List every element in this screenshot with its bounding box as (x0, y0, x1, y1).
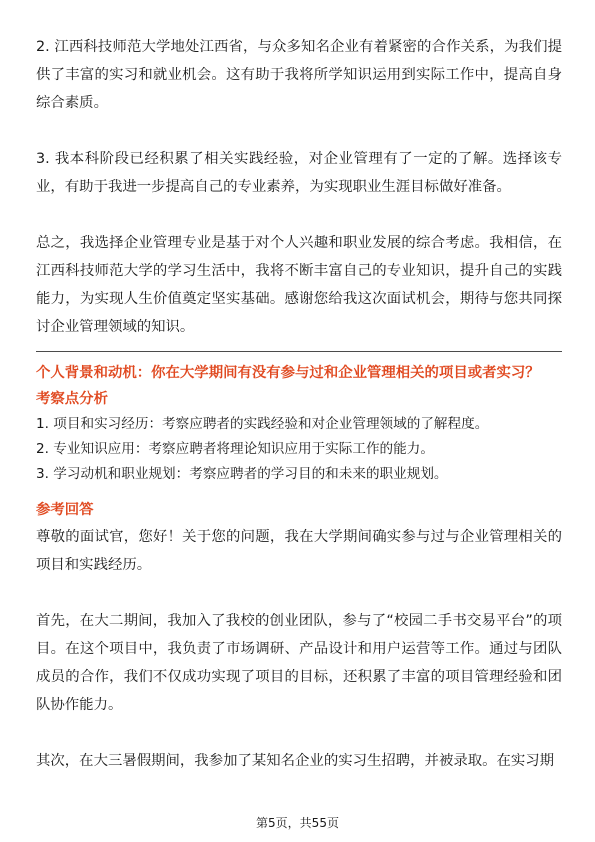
analysis-item: 3. 学习动机和职业规划：考察应聘者的学习目的和未来的职业规划。 (36, 466, 448, 482)
spacer (36, 719, 562, 747)
spacer (36, 201, 562, 229)
answer-paragraph: 首先，在大二期间，我加入了我校的创业团队，参与了“校园二手书交易平台”的项目。在这个项目中，我负责了市场调研、产品设计和用户运营等工作。通过与团队成员的合作，我们不仅成功实现了项目的目标，还积累了丰富的项目管理经验和团队协作能力。 (36, 613, 562, 713)
analysis-item: 2. 专业知识应用：考察应聘者将理论知识应用于实际工作的能力。 (36, 441, 434, 457)
page-content (36, 33, 562, 775)
page-number: 第5页，共55页 (256, 816, 339, 830)
analysis-item: 1. 项目和实习经历：考察应聘者的实践经验和对企业管理领域的了解程度。 (36, 416, 489, 432)
paragraph-point-2: 2. 江西科技师范大学地处江西省，与众多知名企业有着紧密的合作关系，为我们提供了丰富的实习和就业机会。这有助于我将所学知识运用到实际工作中，提高自身综合素质。 (36, 39, 562, 111)
spacer (36, 117, 562, 145)
spacer (36, 579, 562, 607)
paragraph-point-3: 3. 我本科阶段已经积累了相关实践经验，对企业管理有了一定的了解。选择该专业，有助于我进一步提高自己的专业素养，为实现职业生涯目标做好准备。 (36, 151, 562, 195)
section-divider (36, 351, 562, 352)
answer-paragraph: 其次，在大三暑假期间，我参加了某知名企业的实习生招聘，并被录取。在实习期 (36, 753, 555, 769)
paragraph-conclusion: 总之，我选择企业管理专业是基于对个人兴趣和职业发展的综合考虑。我相信，在江西科技师范大学的学习生活中，我将不断丰富自己的专业知识，提升自己的实践能力，为实现人生价值奠定坚实基础。感谢您给我这次面试机会，期待与您共同探讨企业管理领域的知识。 (36, 235, 562, 335)
answer-heading: 参考回答 (36, 502, 94, 518)
analysis-heading: 考察点分析 (36, 391, 108, 407)
interview-question: 个人背景和动机：你在大学期间有没有参与过和企业管理相关的项目或者实习？ (36, 365, 540, 381)
spacer (36, 487, 562, 497)
answer-paragraph: 尊敬的面试官，您好！关于您的问题，我在大学期间确实参与过与企业管理相关的项目和实践经历。 (36, 529, 562, 573)
